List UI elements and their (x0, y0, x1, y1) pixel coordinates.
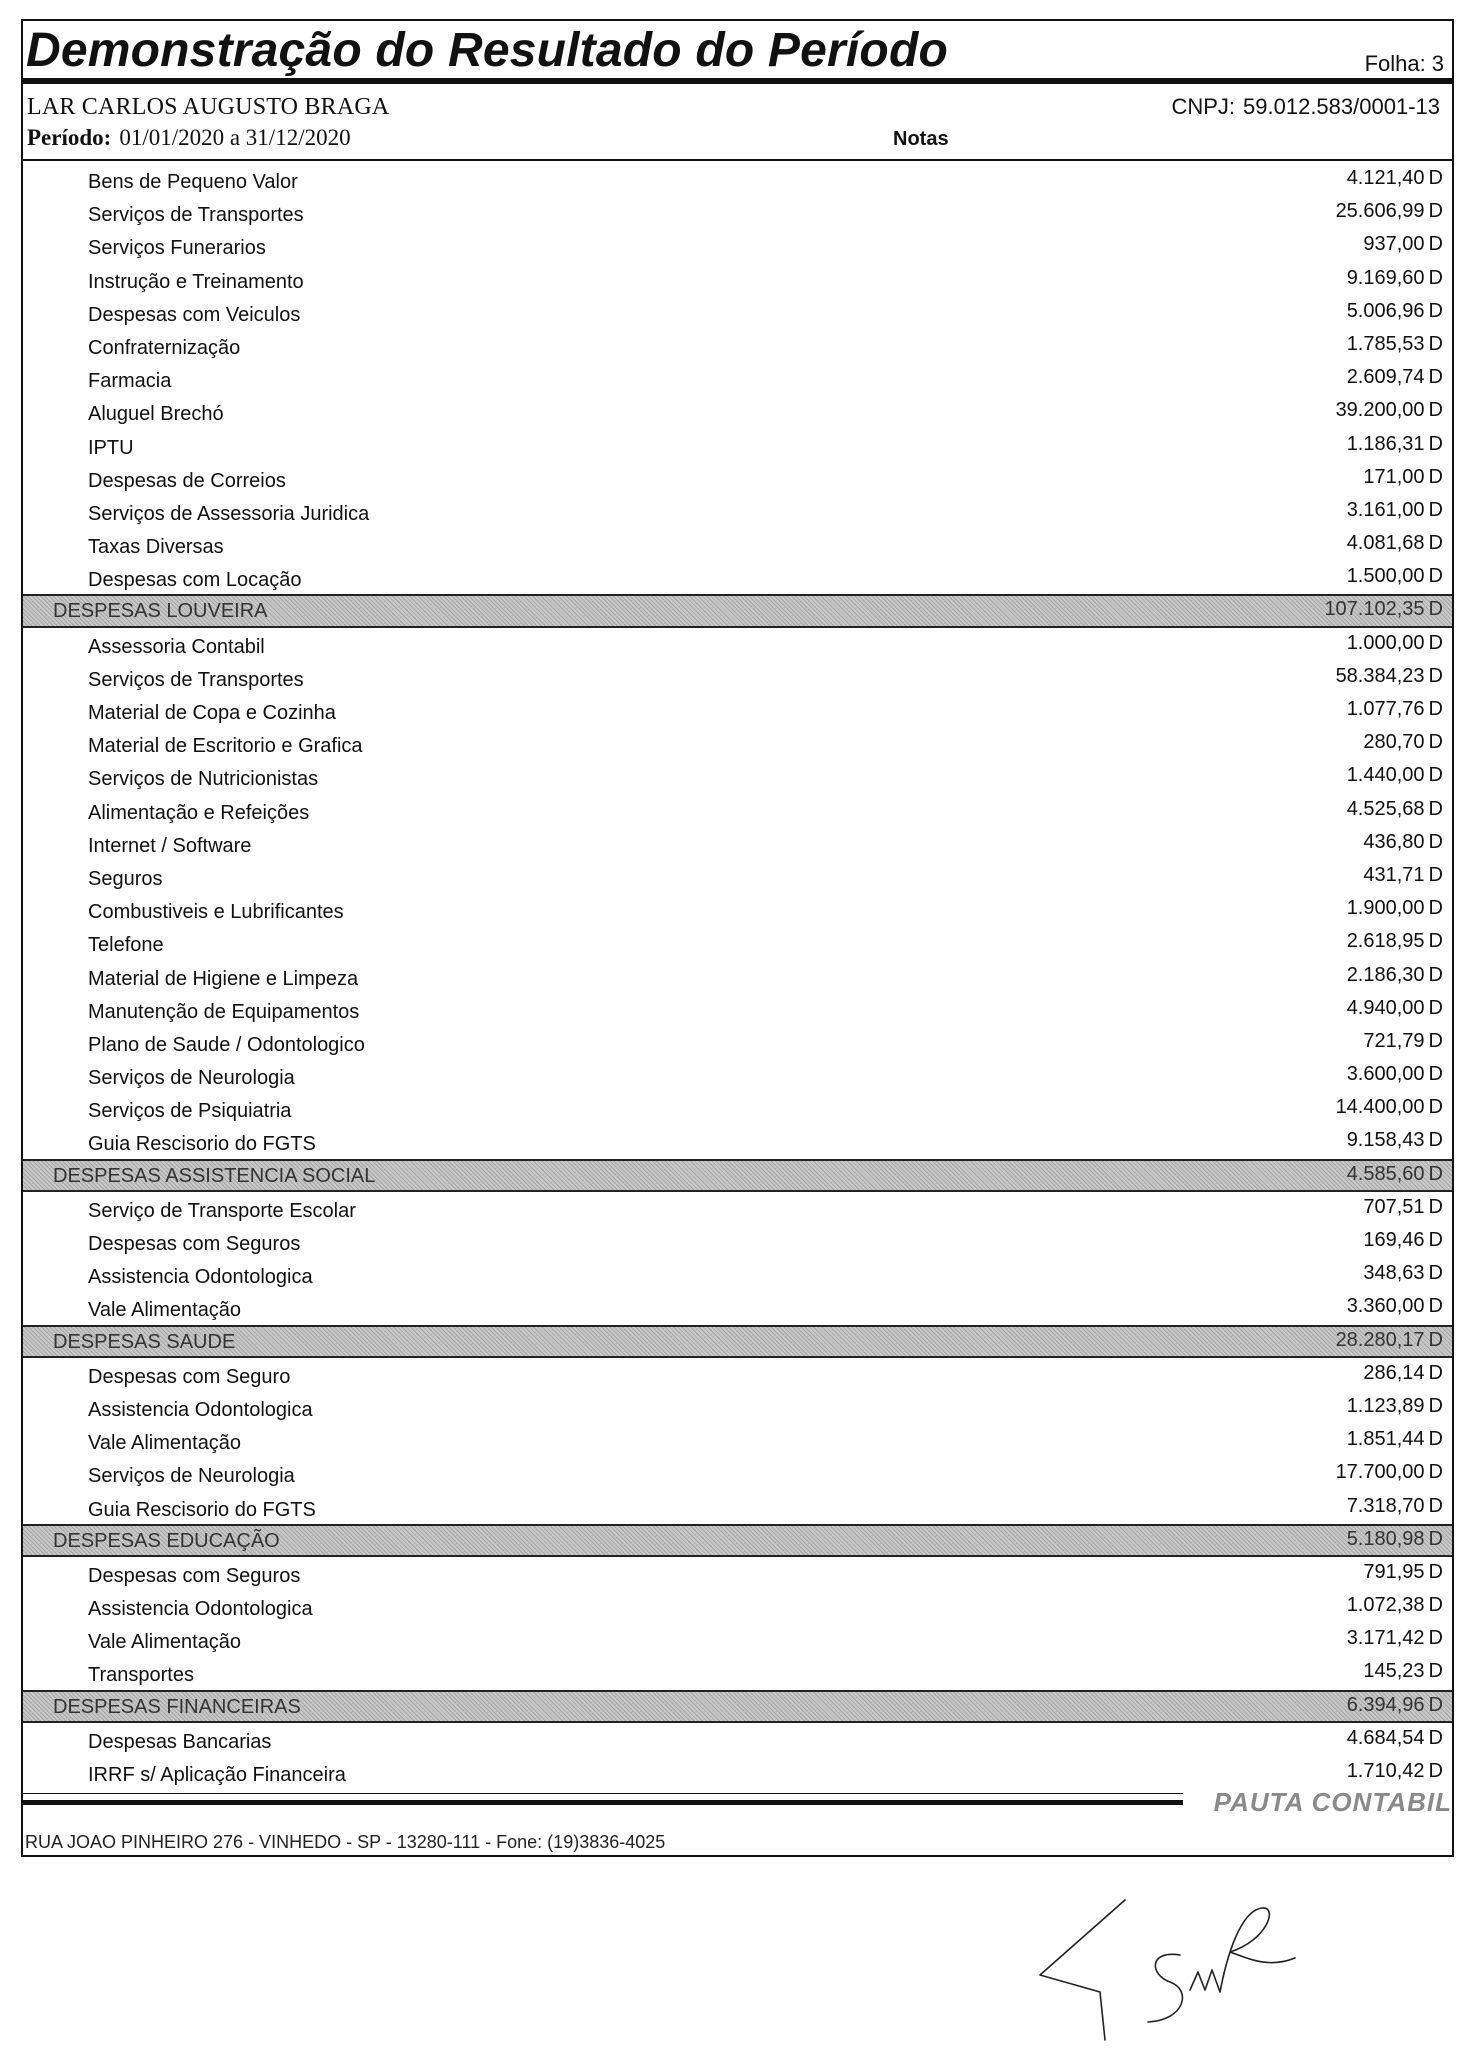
account-label: Assistencia Odontologica (88, 1398, 313, 1421)
account-row (23, 296, 1452, 329)
amount: 286,14 (1363, 1361, 1425, 1384)
account-label: Taxas Diversas (88, 536, 224, 559)
debit-credit-flag: D (1428, 598, 1443, 621)
debit-credit-flag: D (1428, 963, 1443, 986)
account-row (23, 462, 1452, 495)
account-row (23, 429, 1452, 462)
debit-credit-flag: D (1428, 1394, 1443, 1417)
account-row (23, 1391, 1452, 1424)
document-sheet (21, 19, 1454, 1857)
account-row (23, 1059, 1452, 1092)
group-total-value (1324, 598, 1443, 621)
group-total-row (23, 594, 1452, 627)
account-row (23, 661, 1452, 694)
debit-credit-flag: D (1428, 996, 1443, 1019)
debit-credit-flag: D (1428, 366, 1443, 389)
account-row (23, 495, 1452, 528)
account-label: Farmacia (88, 370, 172, 393)
account-row (23, 628, 1452, 661)
amount: 4.940,00 (1346, 996, 1425, 1019)
account-label: Despesas Bancarias (88, 1730, 272, 1753)
account-row (23, 1656, 1452, 1689)
account-label: Plano de Saude / Odontologico (88, 1033, 365, 1056)
account-row (23, 1026, 1452, 1059)
debit-credit-flag: D (1428, 1560, 1443, 1583)
amount: 145,23 (1363, 1660, 1425, 1683)
group-total-value (1336, 1329, 1443, 1352)
amount: 1.500,00 (1346, 565, 1425, 588)
amount: 791,95 (1363, 1560, 1425, 1583)
account-row (23, 1623, 1452, 1656)
account-label: Assistencia Odontologica (88, 1598, 313, 1621)
account-row (23, 1424, 1452, 1457)
amount: 5.180,98 (1346, 1527, 1425, 1550)
account-label: Serviços de Transportes (88, 668, 304, 691)
amount: 1.785,53 (1346, 332, 1425, 355)
account-label: Vale Alimentação (88, 1432, 242, 1455)
group-total-value (1347, 1163, 1443, 1186)
amount: 3.360,00 (1346, 1295, 1425, 1318)
debit-credit-flag: D (1428, 1096, 1443, 1119)
account-row (23, 163, 1452, 196)
account-row (23, 1358, 1452, 1391)
account-value (1363, 1660, 1443, 1683)
amount: 2.609,74 (1346, 366, 1425, 389)
debit-credit-flag: D (1428, 1229, 1443, 1251)
debit-credit-flag: D (1428, 432, 1443, 455)
debit-credit-flag: D (1428, 930, 1443, 953)
debit-credit-flag: D (1428, 167, 1443, 189)
account-value (1347, 499, 1443, 522)
account-row (23, 196, 1452, 229)
amount: 4.585,60 (1346, 1162, 1425, 1185)
account-label: Telefone (88, 934, 164, 957)
account-row (23, 1092, 1452, 1125)
amount: 937,00 (1363, 233, 1425, 256)
account-value (1347, 1594, 1443, 1617)
debit-credit-flag: D (1428, 1262, 1443, 1285)
account-label: Assessoria Contabil (88, 635, 265, 658)
account-row (23, 1723, 1452, 1756)
account-label: Guia Rescisorio do FGTS (88, 1133, 316, 1156)
amount: 6.394,96 (1346, 1693, 1425, 1716)
account-label: Internet / Software (88, 834, 252, 857)
account-value (1363, 1561, 1443, 1584)
amount: 3.161,00 (1346, 498, 1425, 521)
group-label: DESPESAS EDUCAÇÃO (53, 1529, 280, 1552)
amount: 1.123,89 (1346, 1394, 1425, 1417)
amount: 436,80 (1363, 830, 1425, 853)
footer-address: RUA JOAO PINHEIRO 276 - VINHEDO - SP - 13280-111 - Fone: (19)3836-4025 (25, 1832, 666, 1852)
amount: 4.684,54 (1346, 1726, 1425, 1749)
account-value (1347, 1395, 1443, 1418)
brand-logo: PAUTA CONTABIL (1213, 1787, 1452, 1817)
account-row (23, 1192, 1452, 1225)
account-row (23, 860, 1452, 893)
group-total-row (23, 1159, 1452, 1192)
amount: 4.081,68 (1346, 532, 1425, 555)
account-label: Guia Rescisorio do FGTS (88, 1498, 316, 1521)
account-value (1347, 1428, 1443, 1451)
amount: 39.200,00 (1335, 399, 1425, 422)
account-label: Serviços de Psiquiatria (88, 1100, 292, 1123)
debit-credit-flag: D (1428, 1494, 1443, 1517)
account-row (23, 1590, 1452, 1623)
account-value (1347, 698, 1443, 721)
account-label: Confraternização (88, 336, 241, 359)
account-value (1347, 333, 1443, 356)
account-value (1363, 1030, 1443, 1053)
account-value (1347, 167, 1443, 190)
account-row (23, 1225, 1452, 1258)
account-label: Serviços de Nutricionistas (88, 768, 319, 791)
debit-credit-flag: D (1428, 1461, 1443, 1484)
amount: 348,63 (1363, 1262, 1425, 1285)
amount: 1.900,00 (1346, 897, 1425, 920)
account-label: Serviços de Neurologia (88, 1067, 295, 1090)
account-value (1347, 433, 1443, 456)
account-value (1363, 1229, 1443, 1252)
debit-credit-flag: D (1428, 465, 1443, 488)
account-label: Serviços de Transportes (88, 204, 304, 227)
footer-divider (23, 1800, 1183, 1805)
account-value (1347, 366, 1443, 389)
folha-indicator (1365, 51, 1444, 77)
group-label: DESPESAS SAUDE (53, 1330, 236, 1353)
debit-credit-flag: D (1428, 1328, 1443, 1351)
cnpj (1171, 94, 1440, 120)
account-value (1336, 665, 1443, 688)
amount: 14.400,00 (1335, 1096, 1425, 1119)
periodo-value: 01/01/2020 a 31/12/2020 (119, 125, 351, 150)
account-value (1347, 897, 1443, 920)
account-row (23, 229, 1452, 262)
debit-credit-flag: D (1428, 1162, 1443, 1185)
account-value (1363, 466, 1443, 489)
folha-number: 3 (1431, 51, 1444, 76)
cnpj-value: 59.012.583/0001-13 (1243, 94, 1440, 119)
debit-credit-flag: D (1428, 1195, 1443, 1218)
debit-credit-flag: D (1428, 200, 1443, 223)
account-row (23, 528, 1452, 561)
account-value (1363, 1262, 1443, 1285)
account-label: Vale Alimentação (88, 1299, 242, 1322)
account-label: Despesas com Seguros (88, 1564, 301, 1587)
footer-divider-thin (23, 1793, 1183, 1794)
debit-credit-flag: D (1428, 1295, 1443, 1318)
group-label: DESPESAS ASSISTENCIA SOCIAL (53, 1164, 376, 1187)
title-divider (23, 78, 1452, 84)
amount: 1.851,44 (1346, 1428, 1425, 1451)
debit-credit-flag: D (1428, 1660, 1443, 1683)
debit-credit-flag: D (1428, 266, 1443, 289)
account-value (1347, 565, 1443, 588)
account-label: Despesas de Correios (88, 469, 286, 492)
account-row (23, 329, 1452, 362)
account-row (23, 993, 1452, 1026)
amount: 9.158,43 (1346, 1129, 1425, 1152)
account-label: Seguros (88, 867, 163, 890)
amount: 7.318,70 (1346, 1494, 1425, 1517)
debit-credit-flag: D (1428, 631, 1443, 654)
periodo (27, 125, 351, 151)
debit-credit-flag: D (1428, 664, 1443, 687)
amount: 169,46 (1363, 1229, 1425, 1251)
account-value (1347, 1495, 1443, 1518)
cnpj-label: CNPJ: (1171, 94, 1236, 119)
amount: 707,51 (1363, 1195, 1425, 1218)
amount: 107.102,35 (1324, 598, 1425, 621)
notas-column-header: Notas (893, 128, 949, 150)
account-label: Alimentação e Refeições (88, 801, 310, 824)
account-value (1347, 1627, 1443, 1650)
account-label: Despesas com Seguro (88, 1365, 291, 1388)
account-value (1347, 964, 1443, 987)
statement-rows (23, 163, 1452, 1789)
account-label: Despesas com Seguros (88, 1233, 301, 1255)
amount: 721,79 (1363, 1029, 1425, 1052)
debit-credit-flag: D (1428, 1361, 1443, 1384)
header-divider (23, 159, 1452, 161)
debit-credit-flag: D (1428, 1029, 1443, 1052)
amount: 9.169,60 (1346, 266, 1425, 289)
account-row (23, 694, 1452, 727)
amount: 280,70 (1363, 731, 1425, 754)
group-total-row (23, 1690, 1452, 1723)
company-name: LAR CARLOS AUGUSTO BRAGA (27, 94, 390, 120)
amount: 2.618,95 (1346, 930, 1425, 953)
account-row (23, 263, 1452, 296)
account-value (1347, 1727, 1443, 1750)
debit-credit-flag: D (1428, 897, 1443, 920)
signature (1030, 1880, 1330, 2050)
debit-credit-flag: D (1428, 1129, 1443, 1152)
account-value (1347, 532, 1443, 555)
debit-credit-flag: D (1428, 764, 1443, 787)
account-row (23, 1457, 1452, 1490)
group-total-value (1347, 1694, 1443, 1717)
account-value (1347, 764, 1443, 787)
debit-credit-flag: D (1428, 731, 1443, 754)
account-value (1336, 399, 1443, 422)
account-label: Instrução e Treinamento (88, 270, 304, 293)
account-value (1363, 831, 1443, 854)
debit-credit-flag: D (1428, 1428, 1443, 1451)
debit-credit-flag: D (1428, 830, 1443, 853)
account-row (23, 1258, 1452, 1291)
amount: 431,71 (1363, 863, 1425, 886)
account-label: IRRF s/ Aplicação Financeira (88, 1764, 346, 1786)
amount: 17.700,00 (1335, 1461, 1425, 1484)
amount: 1.077,76 (1346, 698, 1425, 720)
debit-credit-flag: D (1428, 863, 1443, 886)
account-value (1363, 731, 1443, 754)
account-label: Vale Alimentação (88, 1631, 242, 1654)
account-label: Combustiveis e Lubrificantes (88, 901, 344, 924)
account-value (1347, 1295, 1443, 1318)
amount: 2.186,30 (1346, 963, 1425, 986)
amount: 28.280,17 (1335, 1328, 1425, 1351)
group-label: DESPESAS LOUVEIRA (53, 600, 268, 623)
account-value (1347, 798, 1443, 821)
amount: 171,00 (1363, 465, 1425, 488)
account-label: Serviços Funerarios (88, 237, 266, 260)
account-value (1347, 300, 1443, 323)
debit-credit-flag: D (1428, 1693, 1443, 1716)
debit-credit-flag: D (1428, 1594, 1443, 1617)
amount: 25.606,99 (1335, 200, 1425, 223)
account-row (23, 561, 1452, 594)
group-label: DESPESAS FINANCEIRAS (53, 1695, 301, 1718)
amount: 4.121,40 (1346, 167, 1425, 189)
amount: 1.186,31 (1346, 432, 1425, 455)
amount: 1.000,00 (1346, 631, 1425, 654)
account-row (23, 827, 1452, 860)
account-row (23, 926, 1452, 959)
account-label: IPTU (88, 436, 134, 459)
amount: 1.710,42 (1346, 1760, 1425, 1782)
account-row (23, 1756, 1452, 1789)
account-label: Serviços de Assessoria Juridica (88, 502, 370, 525)
amount: 5.006,96 (1346, 299, 1425, 322)
account-label: Aluguel Brechó (88, 403, 224, 426)
debit-credit-flag: D (1428, 1760, 1443, 1782)
amount: 3.171,42 (1346, 1627, 1425, 1650)
account-label: Assistencia Odontologica (88, 1266, 313, 1289)
periodo-label: Período: (27, 125, 112, 150)
account-row (23, 794, 1452, 827)
account-label: Material de Copa e Cozinha (88, 702, 336, 724)
account-value (1363, 233, 1443, 256)
debit-credit-flag: D (1428, 299, 1443, 322)
account-value (1336, 1461, 1443, 1484)
account-label: Despesas com Locação (88, 569, 302, 592)
account-value (1347, 997, 1443, 1020)
account-value (1336, 200, 1443, 223)
group-total-row (23, 1524, 1452, 1557)
account-value (1363, 1196, 1443, 1219)
amount: 4.525,68 (1346, 797, 1425, 820)
debit-credit-flag: D (1428, 498, 1443, 521)
account-row (23, 1125, 1452, 1158)
account-value (1347, 1760, 1443, 1783)
group-total-row (23, 1325, 1452, 1358)
account-value (1347, 1129, 1443, 1152)
account-label: Manutenção de Equipamentos (88, 1000, 360, 1023)
amount: 58.384,23 (1335, 664, 1425, 687)
debit-credit-flag: D (1428, 565, 1443, 588)
amount: 1.072,38 (1346, 1594, 1425, 1617)
debit-credit-flag: D (1428, 399, 1443, 422)
page-title: Demonstração do Resultado do Período (26, 24, 948, 77)
account-label: Transportes (88, 1664, 194, 1687)
debit-credit-flag: D (1428, 1627, 1443, 1650)
account-label: Despesas com Veiculos (88, 303, 301, 326)
account-value (1363, 1362, 1443, 1385)
debit-credit-flag: D (1428, 797, 1443, 820)
account-value (1336, 1096, 1443, 1119)
account-row (23, 1291, 1452, 1324)
account-row (23, 960, 1452, 993)
amount: 1.440,00 (1346, 764, 1425, 787)
debit-credit-flag: D (1428, 332, 1443, 355)
account-value (1347, 632, 1443, 655)
account-row (23, 1491, 1452, 1524)
account-value (1347, 267, 1443, 290)
amount: 3.600,00 (1346, 1063, 1425, 1086)
debit-credit-flag: D (1428, 1527, 1443, 1550)
account-row (23, 395, 1452, 428)
account-row (23, 893, 1452, 926)
debit-credit-flag: D (1428, 698, 1443, 720)
debit-credit-flag: D (1428, 1726, 1443, 1749)
account-value (1347, 1063, 1443, 1086)
debit-credit-flag: D (1428, 1063, 1443, 1086)
account-label: Serviço de Transporte Escolar (88, 1199, 356, 1222)
account-label: Material de Escritorio e Grafica (88, 735, 363, 758)
account-row (23, 1557, 1452, 1590)
account-row (23, 362, 1452, 395)
account-row (23, 760, 1452, 793)
debit-credit-flag: D (1428, 532, 1443, 555)
debit-credit-flag: D (1428, 233, 1443, 256)
account-label: Serviços de Neurologia (88, 1465, 295, 1488)
account-value (1347, 930, 1443, 953)
account-row (23, 727, 1452, 760)
account-label: Material de Higiene e Limpeza (88, 967, 359, 990)
folha-label: Folha: (1364, 51, 1426, 76)
account-label: Bens de Pequeno Valor (88, 171, 298, 193)
group-total-value (1347, 1528, 1443, 1551)
account-value (1363, 864, 1443, 887)
